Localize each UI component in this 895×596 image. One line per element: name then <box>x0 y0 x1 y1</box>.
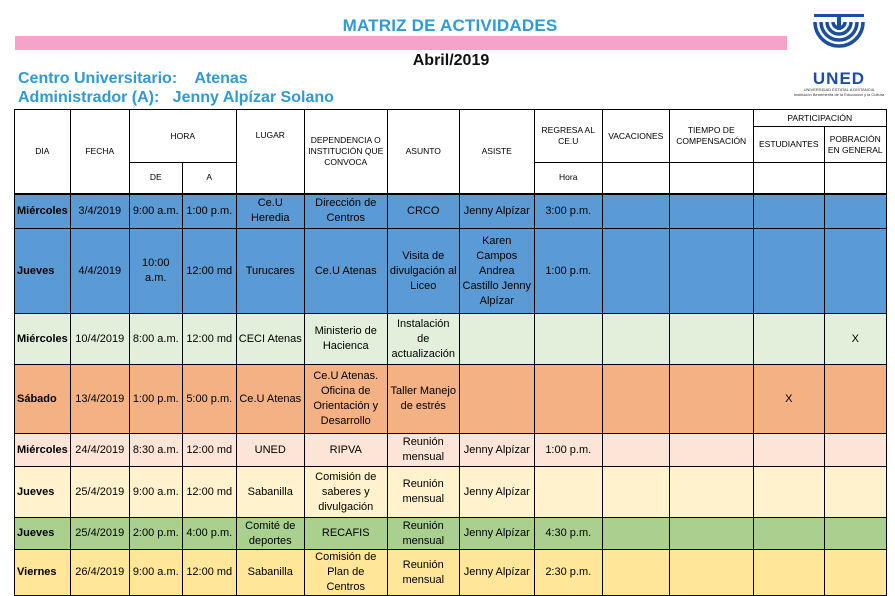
cell-fecha: 24/4/2019 <box>70 434 129 467</box>
cell-regresa <box>534 365 602 434</box>
uned-emblem-icon <box>809 14 869 68</box>
cell-vacaciones <box>602 467 669 518</box>
table-row <box>15 365 887 434</box>
admin-value: Jenny Alpízar Solano <box>172 89 334 106</box>
admin-label: Administrador (A): <box>18 89 160 106</box>
header-dependencia: DEPENDENCIA O INSTITUCIÓN QUE CONVOCA <box>304 110 387 194</box>
month-label: Abril/2019 <box>412 52 490 69</box>
header-poblacion-sub <box>824 163 886 194</box>
cell-estudiantes <box>753 314 824 365</box>
cell-a: 12:00 md <box>182 229 236 314</box>
cell-asunto: CRCO <box>387 194 459 229</box>
header-poblacion: POBRACIÓN EN GENERAL <box>824 127 886 163</box>
cell-asunto: Visita de divulgación al Liceo <box>387 229 459 314</box>
cell-asunto: Instalación de actualización <box>387 314 459 365</box>
logo-subtitle: UNIVERSIDAD ESTATAL A DISTANCIA <box>803 87 875 92</box>
cell-regresa <box>534 314 602 365</box>
header-lugar: LUGAR <box>236 110 304 194</box>
cell-fecha: 13/4/2019 <box>70 365 129 434</box>
cell-tiempo <box>669 518 753 550</box>
cell-regresa: 3:00 p.m. <box>534 194 602 229</box>
centro-label: Centro Universitario: <box>18 70 178 87</box>
cell-fecha: 25/4/2019 <box>70 467 129 518</box>
header-de: DE <box>129 163 182 194</box>
cell-de: 8:00 a.m. <box>129 314 182 365</box>
title-bar-decoration <box>15 36 787 50</box>
centro-value: Atenas <box>194 70 248 87</box>
cell-tiempo <box>669 365 753 434</box>
table-row <box>15 550 887 596</box>
cell-vacaciones <box>602 194 669 229</box>
cell-fecha: 4/4/2019 <box>70 229 129 314</box>
cell-vacaciones <box>602 314 669 365</box>
table-row <box>15 434 887 467</box>
header-vacaciones: VACACIONES <box>602 110 669 163</box>
header-regresa: REGRESA AL CE.U <box>534 110 602 163</box>
cell-de: 9:00 a.m. <box>129 550 182 596</box>
cell-estudiantes: X <box>753 365 824 434</box>
cell-asiste: Jenny Alpízar <box>459 194 534 229</box>
cell-asiste: Jenny Alpízar <box>459 467 534 518</box>
cell-lugar: Ce.U Atenas <box>236 365 304 434</box>
cell-estudiantes <box>753 518 824 550</box>
header-tiempo-sub <box>669 163 753 194</box>
cell-fecha: 10/4/2019 <box>70 314 129 365</box>
cell-asiste <box>459 314 534 365</box>
cell-regresa: 1:00 p.m. <box>534 434 602 467</box>
cell-lugar: Sabanilla <box>236 550 304 596</box>
cell-dia: Miércoles <box>15 194 71 229</box>
cell-tiempo <box>669 194 753 229</box>
header-participacion: PARTICIPACIÓN <box>753 110 886 127</box>
table-row <box>15 229 887 314</box>
cell-fecha: 3/4/2019 <box>70 194 129 229</box>
cell-vacaciones <box>602 550 669 596</box>
cell-de: 2:00 p.m. <box>129 518 182 550</box>
cell-dia: Jueves <box>15 467 71 518</box>
cell-asunto: Reunión mensual <box>387 550 459 596</box>
cell-tiempo <box>669 467 753 518</box>
logo-tagline: Institución Benemérita de la Educación y la Cultura <box>793 92 885 97</box>
cell-dia: Jueves <box>15 229 71 314</box>
cell-tiempo <box>669 314 753 365</box>
cell-dia: Miércoles <box>15 314 71 365</box>
cell-dependencia: Ministerio de Hacienca <box>304 314 387 365</box>
cell-regresa <box>534 467 602 518</box>
cell-de: 9:00 a.m. <box>129 467 182 518</box>
header-vacaciones-sub <box>602 163 669 194</box>
header-hora-sub: Hora <box>534 163 602 194</box>
table-row <box>15 194 887 229</box>
cell-estudiantes <box>753 467 824 518</box>
cell-asunto: Reunión mensual <box>387 434 459 467</box>
activities-table <box>14 109 887 596</box>
cell-fecha: 26/4/2019 <box>70 550 129 596</box>
cell-a: 5:00 p.m. <box>182 365 236 434</box>
cell-a: 12:00 md <box>182 434 236 467</box>
cell-de: 1:00 p.m. <box>129 365 182 434</box>
header-asunto: ASUNTO <box>387 110 459 194</box>
cell-dependencia: RECAFIS <box>304 518 387 550</box>
cell-dependencia: Comisión de Plan de Centros <box>304 550 387 596</box>
header-a: A <box>182 163 236 194</box>
logo-wordmark: UNED <box>812 69 866 88</box>
cell-asunto: Reunión mensual <box>387 467 459 518</box>
centro-line <box>18 70 248 88</box>
cell-lugar: CECI Atenas <box>236 314 304 365</box>
cell-estudiantes <box>753 434 824 467</box>
header-hora: HORA <box>129 110 236 163</box>
table-row <box>15 467 887 518</box>
cell-asunto: Reunión mensual <box>387 518 459 550</box>
header-tiempo: TIEMPO DE COMPENSACIÓN <box>669 110 753 163</box>
cell-a: 4:00 p.m. <box>182 518 236 550</box>
cell-poblacion <box>824 467 886 518</box>
cell-poblacion <box>824 518 886 550</box>
cell-poblacion <box>824 229 886 314</box>
cell-asiste: Karen Campos Andrea Castillo Jenny Alpízar <box>459 229 534 314</box>
admin-line <box>18 89 334 107</box>
cell-poblacion: X <box>824 314 886 365</box>
cell-fecha: 25/4/2019 <box>70 518 129 550</box>
table-row <box>15 314 887 365</box>
cell-tiempo <box>669 229 753 314</box>
cell-regresa: 2:30 p.m. <box>534 550 602 596</box>
cell-lugar: Turucares <box>236 229 304 314</box>
cell-poblacion <box>824 194 886 229</box>
header-fecha: FECHA <box>70 110 129 194</box>
cell-dependencia: RIPVA <box>304 434 387 467</box>
cell-asiste: Jenny Alpízar <box>459 550 534 596</box>
cell-asiste <box>459 365 534 434</box>
cell-de: 10:00 a.m. <box>129 229 182 314</box>
cell-estudiantes <box>753 229 824 314</box>
cell-a: 12:00 md <box>182 314 236 365</box>
cell-lugar: Ce.U Heredia <box>236 194 304 229</box>
header-estudiantes: ESTUDIANTES <box>753 127 824 163</box>
cell-lugar: Comité de deportes <box>236 518 304 550</box>
cell-vacaciones <box>602 518 669 550</box>
cell-de: 9:00 a.m. <box>129 194 182 229</box>
cell-a: 1:00 p.m. <box>182 194 236 229</box>
cell-dependencia: Dirección de Centros <box>304 194 387 229</box>
cell-poblacion <box>824 550 886 596</box>
cell-asunto: Taller Manejo de estrés <box>387 365 459 434</box>
header-asiste: ASISTE <box>459 110 534 194</box>
cell-de: 8:30 a.m. <box>129 434 182 467</box>
cell-lugar: UNED <box>236 434 304 467</box>
cell-regresa: 4:30 p.m. <box>534 518 602 550</box>
header-dia: DIA <box>15 110 71 194</box>
cell-lugar: Sabanilla <box>236 467 304 518</box>
cell-estudiantes <box>753 194 824 229</box>
cell-tiempo <box>669 434 753 467</box>
table-row <box>15 518 887 550</box>
header-estudiantes-sub <box>753 163 824 194</box>
cell-dependencia: Ce.U Atenas. Oficina de Orientación y Desarrollo <box>304 365 387 434</box>
cell-a: 12:00 md <box>182 467 236 518</box>
cell-dia: Viernes <box>15 550 71 596</box>
cell-dia: Miércoles <box>15 434 71 467</box>
cell-vacaciones <box>602 365 669 434</box>
cell-dia: Sábado <box>15 365 71 434</box>
cell-vacaciones <box>602 434 669 467</box>
cell-asiste: Jenny Alpízar <box>459 434 534 467</box>
page-title: MATRIZ DE ACTIVIDADES <box>342 16 558 35</box>
cell-dependencia: Ce.U Atenas <box>304 229 387 314</box>
cell-regresa: 1:00 p.m. <box>534 229 602 314</box>
cell-dependencia: Comisión de saberes y divulgación <box>304 467 387 518</box>
cell-asiste: Jenny Alpízar <box>459 518 534 550</box>
cell-tiempo <box>669 550 753 596</box>
cell-estudiantes <box>753 550 824 596</box>
cell-vacaciones <box>602 229 669 314</box>
cell-poblacion <box>824 434 886 467</box>
cell-poblacion <box>824 365 886 434</box>
cell-dia: Jueves <box>15 518 71 550</box>
uned-logo <box>790 14 888 106</box>
cell-a: 12:00 md <box>182 550 236 596</box>
